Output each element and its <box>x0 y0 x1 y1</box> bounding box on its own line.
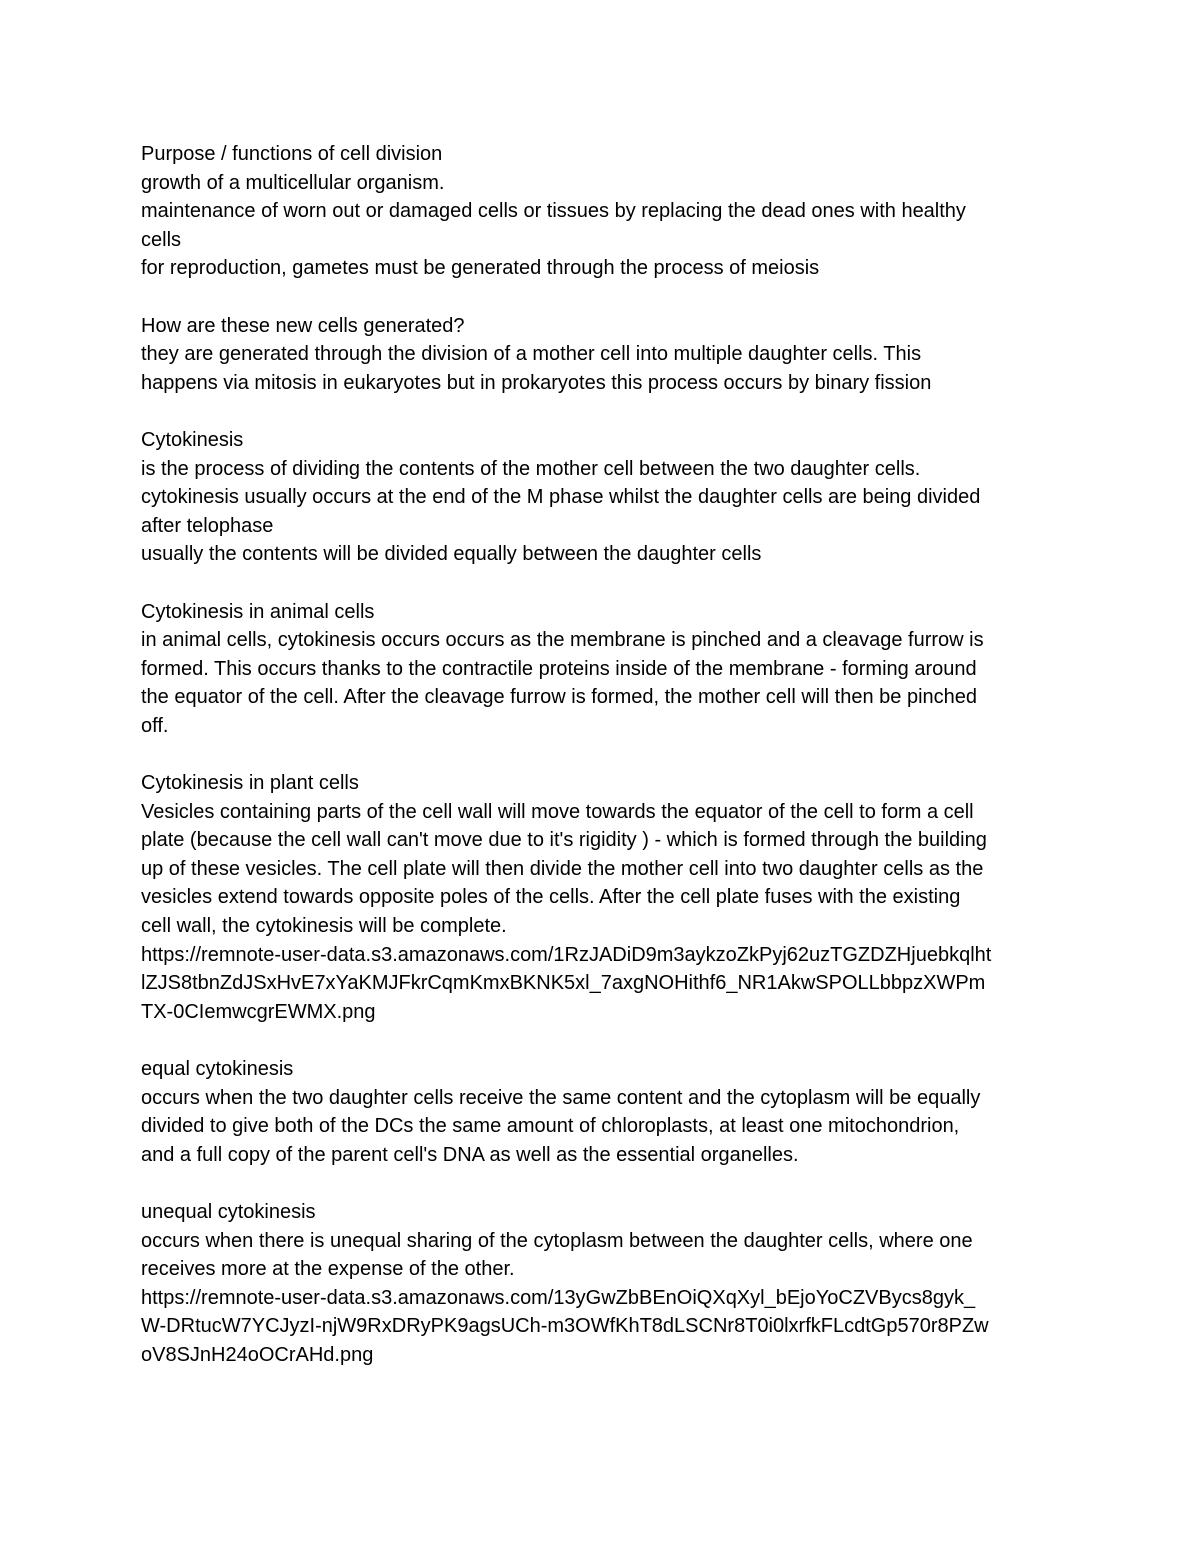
text-line: after telophase <box>141 514 274 537</box>
url-line: lZJS8tbnZdJSxHvE7xYaKMJFkrCqmKmxBKNK5xl_7axgNOHithf6_NR1AkwSPOLLbbpzXWPm <box>141 972 986 995</box>
text-line: maintenance of worn out or damaged cells or tissues by replacing the dead ones with healthy <box>141 200 966 223</box>
text-line: receives more at the expense of the other. <box>141 1258 515 1281</box>
text-line: vesicles extend towards opposite poles of the cells. After the cell plate fuses with the existing <box>141 886 961 909</box>
text-line: growth of a multicellular organism. <box>141 171 445 194</box>
text-line: Vesicles containing parts of the cell wall will move towards the equator of the cell to form a cell <box>141 800 974 823</box>
text-line: is the process of dividing the contents of the mother cell between the two daughter cells. <box>141 457 921 480</box>
url-line: oV8SJnH24oOCrAHd.png <box>141 1343 374 1366</box>
section-heading: unequal cytokinesis <box>141 1200 316 1223</box>
text-line: formed. This occurs thanks to the contractile proteins inside of the membrane - forming around <box>141 657 977 680</box>
section-new-cells <box>141 312 1081 398</box>
section-unequal-cytokinesis <box>141 1198 1081 1370</box>
text-line: in animal cells, cytokinesis occurs occurs as the membrane is pinched and a cleavage furrow is <box>141 629 984 652</box>
section-heading: Cytokinesis in animal cells <box>141 600 375 623</box>
text-line: and a full copy of the parent cell's DNA as well as the essential organelles. <box>141 1143 799 1166</box>
text-line: divided to give both of the DCs the same amount of chloroplasts, at least one mitochondrion, <box>141 1115 960 1138</box>
url-line: W-DRtucW7YCJyzI-njW9RxDRyPK9agsUCh-m3OWfKhT8dLSCNr8T0i0lxrfkFLcdtGp570r8PZw <box>141 1315 989 1338</box>
url-line: https://remnote-user-data.s3.amazonaws.com/13yGwZbBEnOiQXqXyl_bEjoYoCZVBycs8gyk_ <box>141 1286 976 1309</box>
section-purpose <box>141 140 1081 283</box>
section-animal-cells <box>141 598 1081 741</box>
section-plant-cells <box>141 769 1081 1026</box>
text-line: up of these vesicles. The cell plate will then divide the mother cell into two daughter cells as the <box>141 857 984 880</box>
text-line: the equator of the cell. After the cleavage furrow is formed, the mother cell will then be pinched <box>141 686 978 709</box>
text-line: occurs when there is unequal sharing of the cytoplasm between the daughter cells, where one <box>141 1229 973 1252</box>
section-cytokinesis <box>141 426 1081 569</box>
url-line: https://remnote-user-data.s3.amazonaws.com/1RzJADiD9m3aykzoZkPyj62uzTGZDZHjuebkqlht <box>141 943 992 966</box>
text-line: for reproduction, gametes must be generated through the process of meiosis <box>141 257 820 280</box>
section-heading: Cytokinesis in plant cells <box>141 772 359 795</box>
text-line: plate (because the cell wall can't move due to it's rigidity ) - which is formed through the building <box>141 829 987 852</box>
section-heading: How are these new cells generated? <box>141 314 465 337</box>
section-heading: Purpose / functions of cell division <box>141 143 443 165</box>
text-line: they are generated through the division of a mother cell into multiple daughter cells. This <box>141 343 922 366</box>
text-line: off. <box>141 714 169 737</box>
section-heading: equal cytokinesis <box>141 1058 294 1080</box>
text-line: happens via mitosis in eukaryotes but in prokaryotes this process occurs by binary fission <box>141 371 932 394</box>
text-line: cells <box>141 228 182 251</box>
text-line: occurs when the two daughter cells receive the same content and the cytoplasm will be equally <box>141 1086 981 1109</box>
text-line: cytokinesis usually occurs at the end of the M phase whilst the daughter cells are being divided <box>141 486 981 509</box>
document-page <box>141 140 1081 1398</box>
section-heading: Cytokinesis <box>141 428 244 451</box>
url-line: TX-0CIemwcgrEWMX.png <box>141 1000 376 1023</box>
section-equal-cytokinesis <box>141 1055 1081 1169</box>
text-line: cell wall, the cytokinesis will be complete. <box>141 915 507 938</box>
text-line: usually the contents will be divided equally between the daughter cells <box>141 543 762 566</box>
